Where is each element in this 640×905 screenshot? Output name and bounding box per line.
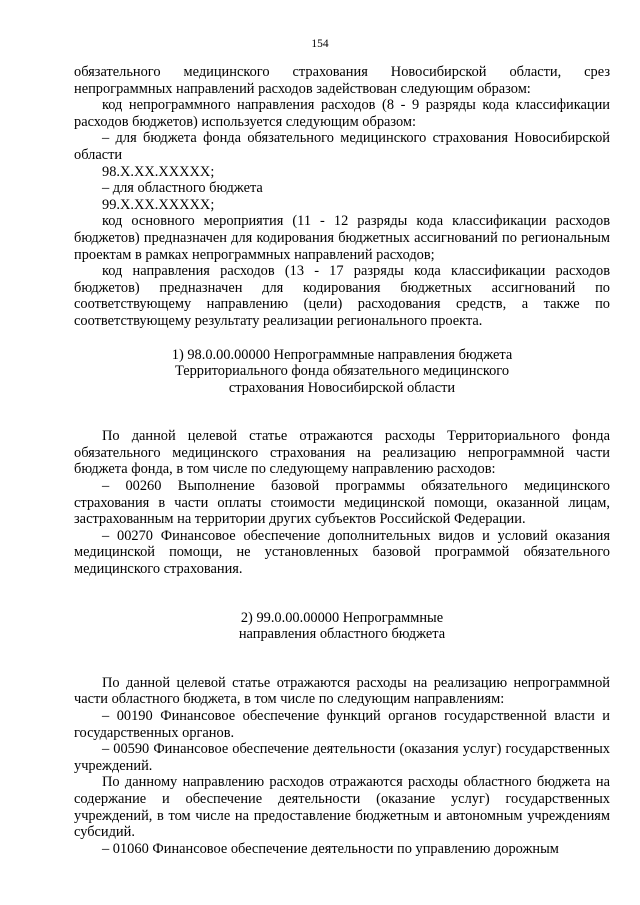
section-2-paragraph-expenses: По данному направлению расходов отражаются расходы областного бюджета на содержание и обеспечение деятельности (оказание услуг) государственных учреждений, в том числе на предоставление бюджетным и автономным учреждениям субсидий. — [74, 774, 610, 841]
paragraph-code-direction: код непрограммного направления расходов (8 - 9 разряды кода классификации расходов бюджетов) используется следующим образом: — [74, 97, 610, 130]
section-2-heading-line: 2) 99.0.00.00000 Непрограммные — [240, 609, 444, 626]
document-body — [74, 64, 610, 857]
section-1-heading-line: 1) 98.0.00.00000 Непрограммные направления бюджета — [171, 346, 513, 363]
section-1-heading-line: страхования Новосибирской области — [228, 379, 456, 396]
section-2-heading — [74, 610, 610, 643]
section-1-heading — [74, 347, 610, 397]
paragraph-fund-budget: – для бюджета фонда обязательного медицинского страхования Новосибирской области — [74, 130, 610, 163]
section-2-item-00590: – 00590 Финансовое обеспечение деятельности (оказания услуг) государственных учреждений. — [74, 741, 610, 774]
paragraph-expense-direction-code: код направления расходов (13 - 17 разряды кода классификации расходов бюджетов) предназначен для кодирования бюджетных ассигнований по соответствующему направлению (цели) расходования средств, а также по соответствующему результату реализации регионального проекта. — [74, 263, 610, 329]
paragraph-main-activity-code: код основного мероприятия (11 - 12 разряды кода классификации расходов бюджетов) предназначен для кодирования бюджетных ассигнований по региональным проектам в рамках непрограммных направлений расходов; — [74, 213, 610, 263]
section-2-paragraph: По данной целевой статье отражаются расходы на реализацию непрограммной части областного бюджета, в том числе по следующим направлениям: — [74, 674, 610, 708]
section-2-heading-line: направления областного бюджета — [238, 626, 446, 643]
section-1-item-00270: – 00270 Финансовое обеспечение дополнительных видов и условий оказания медицинской помощи, не установленных базовой программой обязательного медицинского страхования. — [74, 527, 610, 578]
section-1-item-00260: – 00260 Выполнение базовой программы обязательного медицинского страхования в части оплаты стоимости медицинской помощи, оказанной лицам, застрахованным на территории других субъектов Российской Федерации. — [74, 478, 610, 528]
section-1-paragraph: По данной целевой статье отражаются расходы Территориального фонда обязательного медицинского страхования на реализацию непрограммной части бюджета фонда, в том числе по следующему направлению расходов: — [74, 428, 610, 478]
paragraph-continuation: обязательного медицинского страхования Новосибирской области, срез непрограммных направлений расходов задействован следующим образом: — [74, 64, 610, 97]
code-regional-budget: 99.Х.ХХ.ХХХХХ; — [102, 196, 215, 213]
paragraph-regional-budget: – для областного бюджета — [102, 180, 263, 197]
section-2-item-01060: – 01060 Финансовое обеспечение деятельности по управлению дорожным — [102, 840, 559, 857]
section-2-item-00190: – 00190 Финансовое обеспечение функций органов государственной власти и государственных органов. — [74, 708, 610, 741]
code-fund-budget: 98.Х.ХХ.ХХХХХ; — [102, 163, 215, 180]
page-number: 154 — [311, 38, 329, 50]
section-1-heading-line: Территориального фонда обязательного медицинского — [174, 363, 510, 380]
